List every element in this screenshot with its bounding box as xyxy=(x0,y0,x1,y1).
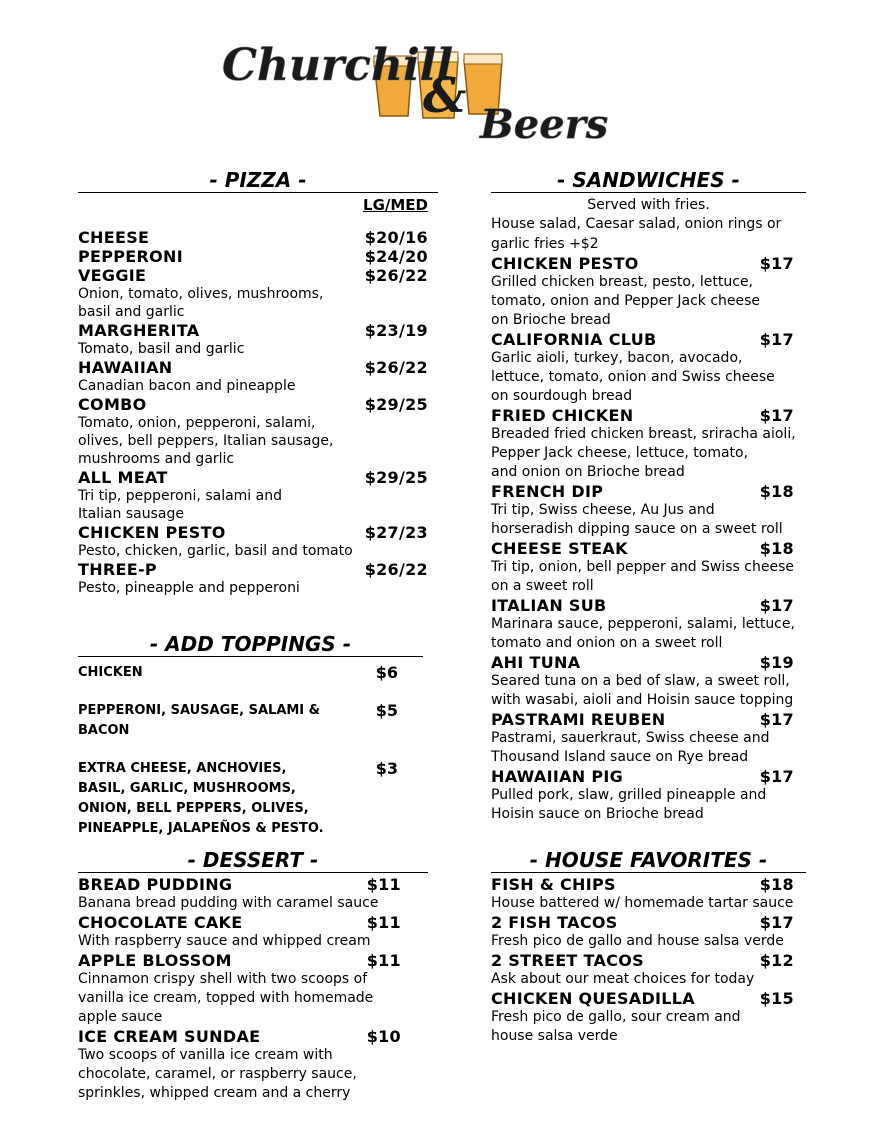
menu-item-row xyxy=(491,596,806,615)
menu-item-row xyxy=(78,523,438,542)
menu-item-description: Ask about our meat choices for today xyxy=(491,971,755,987)
menu-item-name: FISH & CHIPS xyxy=(491,875,616,894)
menu-item-row xyxy=(491,406,806,425)
menu-item-name: 2 FISH TACOS xyxy=(491,913,618,932)
menu-item-name: PASTRAMI REUBEN xyxy=(491,710,666,729)
favorites-heading: - HOUSE FAVORITES - xyxy=(491,848,806,873)
menu-item-description: Garlic aioli, turkey, bacon, avocado, lettuce, tomato, onion and Swiss cheese on sourdough bread xyxy=(491,350,775,404)
menu-item-row xyxy=(78,321,438,340)
menu-item-name: FRENCH DIP xyxy=(491,482,604,501)
sandwiches-note-fries: Served with fries. xyxy=(587,197,710,213)
topping-name: EXTRA CHEESE, ANCHOVIES, BASIL, GARLIC, MUSHROOMS, ONION, BELL PEPPERS, OLIVES, PINEAPPLE, JALAPEÑOS & PESTO. xyxy=(78,761,324,836)
menu-item-name: HAWAIIAN xyxy=(78,358,173,377)
menu-item-name: MARGHERITA xyxy=(78,321,200,340)
menu-item-row xyxy=(78,358,438,377)
menu-item-price: $29/25 xyxy=(364,395,428,414)
menu-item-description: Pesto, pineapple and pepperoni xyxy=(78,580,300,596)
menu-item xyxy=(491,596,806,653)
menu-item-name: AHI TUNA xyxy=(491,653,581,672)
menu-item-row xyxy=(78,395,438,414)
menu-item-row xyxy=(78,247,438,266)
menu-item-description: Onion, tomato, olives, mushrooms, basil and garlic xyxy=(78,286,324,320)
menu-item-name: CHEESE xyxy=(78,228,150,247)
menu-item-row xyxy=(78,468,438,487)
menu-item-description: Grilled chicken breast, pesto, lettuce, tomato, onion and Pepper Jack cheese on Brioche bread xyxy=(491,274,761,328)
menu-item xyxy=(491,710,806,767)
logo-line1: Churchill xyxy=(222,40,454,91)
menu-item-description: Pastrami, sauerkraut, Swiss cheese and Thousand Island sauce on Rye bread xyxy=(491,730,770,765)
menu-item-name: CALIFORNIA CLUB xyxy=(491,330,657,349)
menu-item-row xyxy=(78,875,423,894)
menu-item xyxy=(491,951,806,989)
menu-item-price: $18 xyxy=(759,539,794,558)
menu-item xyxy=(491,767,806,824)
menu-item-description: Marinara sauce, pepperoni, salami, lettuce, tomato and onion on a sweet roll xyxy=(491,616,795,651)
menu-item-description: Fresh pico de gallo and house salsa verde xyxy=(491,933,784,949)
menu-item xyxy=(78,913,423,951)
logo-ampersand: & xyxy=(423,68,467,124)
menu-item-name: ICE CREAM SUNDAE xyxy=(78,1027,261,1046)
menu-item-price: $20/16 xyxy=(364,228,428,247)
menu-item-row xyxy=(491,875,806,894)
menu-item xyxy=(78,228,438,247)
menu-item-price: $11 xyxy=(366,875,401,894)
topping-item xyxy=(78,663,438,683)
menu-item xyxy=(491,330,806,406)
menu-item-price: $10 xyxy=(366,1027,401,1046)
menu-item-price: $17 xyxy=(759,710,794,729)
menu-item-row xyxy=(491,482,806,501)
menu-item-price: $17 xyxy=(759,406,794,425)
menu-item-name: THREE-P xyxy=(78,560,157,579)
pizza-section xyxy=(78,168,438,597)
menu-item-price: $11 xyxy=(366,951,401,970)
menu-item-description: Fresh pico de gallo, sour cream and house salsa verde xyxy=(491,1009,741,1044)
menu-item-description: Tomato, basil and garlic xyxy=(78,341,245,357)
menu-item xyxy=(78,321,438,358)
menu-item-description: Tri tip, pepperoni, salami and Italian sausage xyxy=(78,488,282,522)
menu-item-description: Breaded fried chicken breast, sriracha aioli, Pepper Jack cheese, lettuce, tomato, and onion on Brioche bread xyxy=(491,426,796,480)
topping-item xyxy=(78,759,438,839)
menu-item-description: Cinnamon crispy shell with two scoops of vanilla ice cream, topped with homemade apple sauce xyxy=(78,971,374,1025)
menu-item-row xyxy=(78,266,438,285)
menu-item xyxy=(491,482,806,539)
toppings-heading: - ADD TOPPINGS - xyxy=(78,632,423,657)
menu-item-name: HAWAIIAN PIG xyxy=(491,767,624,786)
topping-item xyxy=(78,701,438,741)
menu-item-description: Two scoops of vanilla ice cream with chocolate, caramel, or raspberry sauce, sprinkles, whipped cream and a cherry xyxy=(78,1047,357,1101)
menu-item-row xyxy=(491,710,806,729)
topping-price: $6 xyxy=(375,663,398,682)
sandwiches-section xyxy=(491,168,806,824)
menu-item-price: $12 xyxy=(759,951,794,970)
menu-item xyxy=(78,875,423,913)
menu-item-name: 2 STREET TACOS xyxy=(491,951,644,970)
menu-item-description: Tomato, onion, pepperoni, salami, olives, bell peppers, Italian sausage, mushrooms and garlic xyxy=(78,415,334,467)
menu-item-price: $19 xyxy=(759,653,794,672)
menu-item xyxy=(78,266,438,321)
menu-item-description: House battered w/ homemade tartar sauce xyxy=(491,895,794,911)
menu-item xyxy=(78,523,438,560)
menu-item-price: $17 xyxy=(759,254,794,273)
dessert-section xyxy=(78,848,438,1103)
menu-item xyxy=(491,406,806,482)
pizza-list xyxy=(78,228,438,597)
topping-name: CHICKEN xyxy=(78,665,143,680)
menu-item-row xyxy=(78,560,438,579)
topping-price: $3 xyxy=(375,759,398,778)
menu-item xyxy=(78,560,438,597)
menu-item xyxy=(78,468,438,523)
menu-item-description: Pesto, chicken, garlic, basil and tomato xyxy=(78,543,353,559)
menu-item xyxy=(491,653,806,710)
menu-item-description: Banana bread pudding with caramel sauce xyxy=(78,895,379,911)
sandwiches-heading: - SANDWICHES - xyxy=(491,168,806,193)
size-label: LG/MED xyxy=(363,196,428,214)
menu-item-description: With raspberry sauce and whipped cream xyxy=(78,933,371,949)
menu-item-name: CHEESE STEAK xyxy=(491,539,628,558)
menu-item xyxy=(78,247,438,266)
menu-item xyxy=(491,913,806,951)
menu-item-name: BREAD PUDDING xyxy=(78,875,233,894)
churchill-beers-logo xyxy=(218,34,658,146)
menu-item-price: $15 xyxy=(759,989,794,1008)
menu-item-description: Canadian bacon and pineapple xyxy=(78,378,296,394)
toppings-section xyxy=(78,632,438,857)
dessert-heading: - DESSERT - xyxy=(78,848,428,873)
menu-item-description: Seared tuna on a bed of slaw, a sweet roll, with wasabi, aioli and Hoisin sauce topping xyxy=(491,673,794,708)
menu-item-price: $29/25 xyxy=(364,468,428,487)
menu-item-row xyxy=(491,653,806,672)
menu-item xyxy=(491,254,806,330)
menu-item-name: FRIED CHICKEN xyxy=(491,406,634,425)
menu-item-row xyxy=(491,913,806,932)
menu-item-name: CHICKEN PESTO xyxy=(78,523,226,542)
menu-item-price: $17 xyxy=(759,767,794,786)
menu-item xyxy=(78,951,423,1027)
menu-item xyxy=(78,395,438,468)
menu-item-name: CHICKEN QUESADILLA xyxy=(491,989,695,1008)
menu-item-price: $17 xyxy=(759,913,794,932)
menu-item-price: $23/19 xyxy=(364,321,428,340)
pizza-heading: - PIZZA - xyxy=(78,168,438,193)
menu-item-price: $17 xyxy=(759,330,794,349)
favorites-list xyxy=(491,875,806,1046)
menu-item-name: PEPPERONI xyxy=(78,247,184,266)
menu-item-description: Pulled pork, slaw, grilled pineapple and Hoisin sauce on Brioche bread xyxy=(491,787,767,822)
menu-item-row xyxy=(491,989,806,1008)
menu-item-row xyxy=(78,913,423,932)
menu-item-name: COMBO xyxy=(78,395,147,414)
menu-item-price: $26/22 xyxy=(364,266,428,285)
logo-line2: Beers xyxy=(480,101,609,146)
menu-item-price: $11 xyxy=(366,913,401,932)
menu-item-row xyxy=(491,539,806,558)
menu-item-name: VEGGIE xyxy=(78,266,147,285)
menu-item-name: CHOCOLATE CAKE xyxy=(78,913,243,932)
toppings-list xyxy=(78,663,438,839)
sandwich-list xyxy=(491,254,806,824)
menu-item xyxy=(491,539,806,596)
menu-item-row xyxy=(491,951,806,970)
dessert-list xyxy=(78,875,423,1103)
menu-item-name: ITALIAN SUB xyxy=(491,596,607,615)
menu-item-price: $27/23 xyxy=(364,523,428,542)
topping-price: $5 xyxy=(375,701,398,720)
menu-item-name: CHICKEN PESTO xyxy=(491,254,639,273)
menu-item-row xyxy=(491,767,806,786)
menu-item xyxy=(78,1027,423,1103)
topping-name: PEPPERONI, SAUSAGE, SALAMI & BACON xyxy=(78,703,321,738)
menu-item-price: $24/20 xyxy=(364,247,428,266)
menu-item-row xyxy=(78,1027,423,1046)
menu-item xyxy=(78,358,438,395)
menu-item-row xyxy=(78,951,423,970)
sandwiches-note-sides: House salad, Caesar salad, onion rings or garlic fries +$2 xyxy=(491,216,782,252)
menu-item-description: Tri tip, Swiss cheese, Au Jus and horseradish dipping sauce on a sweet roll xyxy=(491,502,783,537)
menu-item-price: $26/22 xyxy=(364,358,428,377)
menu-item-price: $17 xyxy=(759,596,794,615)
menu-item xyxy=(491,989,806,1046)
menu-item-row xyxy=(491,254,806,273)
menu-item-price: $18 xyxy=(759,875,794,894)
menu-item-description: Tri tip, onion, bell pepper and Swiss cheese on a sweet roll xyxy=(491,559,795,594)
menu-item-name: APPLE BLOSSOM xyxy=(78,951,232,970)
menu-item xyxy=(491,875,806,913)
favorites-section xyxy=(491,848,806,1046)
menu-item-price: $26/22 xyxy=(364,560,428,579)
menu-item-row xyxy=(78,228,438,247)
menu-item-price: $18 xyxy=(759,482,794,501)
menu-item-row xyxy=(491,330,806,349)
menu-item-name: ALL MEAT xyxy=(78,468,168,487)
